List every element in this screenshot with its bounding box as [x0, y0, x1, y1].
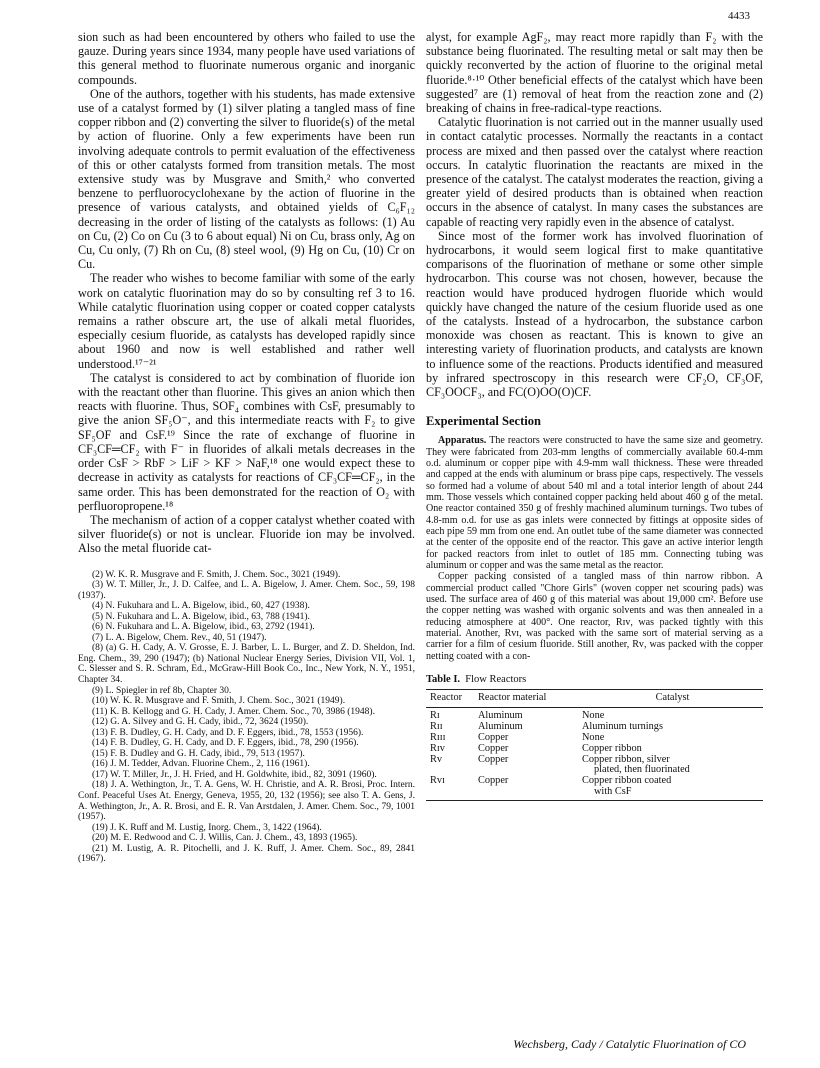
paragraph: One of the authors, together with his students, has made extensive use of a catalyst formed by (1) silver plating a tangled mass of fine copper ribbon and (2) converting the silver to fluoride(s) of the metal by action of fluorine. Only a few experiments have been run involving adequate controls to permit evaluation of the effectiveness of this or other catalysts formed from transition metals. The most extensive study was by Musgrave and Smith,² who converted benzene to perfluorocyclohexane by the action of fluorine in the presence of various catalysts, and obtained yields of C₆F₁₂ decreasing in the order of listing of the catalysts as follows: (1) Au on Cu, (2) Co on Cu (3 to 6 about equal) Ni on Cu, brass only, Ag on Cu, Cu only, (7) Rh on Cu, (8) steel wool, (9) Hg on Cu, (10) Cr on Cu. — [78, 86, 415, 272]
table-header-row — [426, 690, 763, 708]
catalyst-line: with CsF — [594, 786, 632, 798]
right-body-text — [426, 30, 763, 399]
reference-item: (13) F. B. Dudley, G. H. Cady, and D. F. Eggers, ibid., 78, 1553 (1956). — [92, 727, 364, 738]
apparatus-label: Apparatus. — [438, 435, 487, 447]
table-cell: None — [582, 732, 605, 744]
table-cell: Copper — [478, 753, 509, 765]
table-cell — [582, 755, 763, 777]
paragraph: Since most of the former work has involved fluorination of hydrocarbons, it would seem logical first to make quantitative comparisons of the fluorination of methane or some other simple hydrocarbon. This course was not chosen, however, because the reaction would have produced hydrogen fluoride which would quickly have changed the nature of the cesium fluoride used as one of the catalysts. Instead of a hydrocarbon, the substance carbon monoxide was chosen as reactant. This is known to give an interesting variety of fluorination products, and catalysts are known to influence some of the reactions. Products identified and measured by infrared spectroscopy in this research were CF₂O, CF₃OF, CF₃OOCF₃, and FC(O)OO(O)CF. — [426, 228, 763, 400]
table-cell: Aluminum turnings — [582, 721, 663, 733]
table-cell: Rᴠɪ — [426, 776, 478, 800]
column-header: Reactor material — [478, 690, 582, 708]
running-footer: Wechsberg, Cady / Catalytic Fluorination of CO — [513, 1037, 746, 1051]
table-cell: Rᴠ — [430, 753, 443, 765]
paragraph: alyst, for example AgF₂, may react more rapidly than F₂ with the substance being fluorinated. The resulting metal or salt may then be quickly reconverted by the action of fluorine to the original metal fluoride.⁸·¹⁰ Other beneficial effects of the catalyst which have been suggested⁷ are (1) removal of heat from the reaction zone and (2) breaking of chains in free-radical-type reactions. — [426, 30, 763, 116]
reference-item: (17) W. T. Miller, Jr., J. H. Fried, and H. Goldwhite, ibid., 82, 3091 (1960). — [92, 769, 377, 780]
right-column — [426, 30, 763, 801]
table-caption — [426, 674, 763, 685]
reference-item: (16) J. M. Tedder, Advan. Fluorine Chem., 2, 116 (1961). — [92, 759, 310, 770]
column-header: Catalyst — [582, 690, 763, 708]
table-cell: Copper — [478, 776, 582, 800]
column-header: Reactor — [426, 690, 478, 708]
reference-item: (5) N. Fukuhara and L. A. Bigelow, ibid., 63, 788 (1941). — [92, 611, 310, 622]
reference-item: (11) K. B. Kellogg and G. H. Cady, J. Amer. Chem. Soc., 70, 3986 (1948). — [92, 706, 375, 717]
table-cell: Rɪɪɪ — [430, 732, 446, 744]
references-list — [78, 570, 415, 865]
left-body-text — [78, 30, 415, 556]
catalyst-line: Copper ribbon coated — [582, 775, 672, 787]
reference-item: (19) J. K. Ruff and M. Lustig, Inorg. Chem., 3, 1422 (1964). — [92, 822, 322, 833]
section-title: Experimental Section — [426, 414, 541, 429]
paragraph: sion such as had been encountered by others who failed to use the gauze. During years since 1934, many people have used variations of this general method to fluorinate numerous organic and inorganic compounds. — [78, 30, 415, 87]
table-cell: Rɪ — [430, 710, 440, 722]
table-row — [426, 776, 763, 800]
catalyst-line: plated, then fluorinated — [594, 764, 690, 776]
table-cell: None — [582, 710, 605, 722]
reference-item: (6) N. Fukuhara and L. A. Bigelow, ibid., 63, 2792 (1941). — [92, 622, 315, 633]
table-title: Flow Reactors — [465, 674, 527, 686]
reference-item: (12) G. A. Silvey and G. H. Cady, ibid., 72, 3624 (1950). — [92, 717, 309, 728]
reference-item: (2) W. K. R. Musgrave and F. Smith, J. Chem. Soc., 3021 (1949). — [92, 569, 341, 580]
apparatus-paragraph — [426, 435, 763, 571]
paragraph: The catalyst is considered to act by combination of fluoride ion with the reactant other than fluorine. This gives an anion which then reacts with fluorine. Thus, SOF₄ combines with CsF, presumably to give the anion SF₅O⁻, and this intermediate reacts with F₂ to give SF₅OF and CsF.¹⁹ Since the rate of exchange of fluorine in CF₃CF═CF₂ with F⁻ in fluorides of alkali metals decreases in the order CsF > RbF > LiF > KF > NaF,¹⁸ one would expect these to decrease in activity as catalysts for reactions of CF₃CF═CF₂, in the same order. This has been demonstrated for the reaction of O₂ with perfluoropropene.¹⁸ — [78, 370, 415, 513]
flow-reactors-table — [426, 689, 763, 801]
experimental-text — [426, 435, 763, 662]
table-cell: Copper ribbon — [582, 742, 642, 754]
paragraph: Catalytic fluorination is not carried out in the manner usually used in contact catalytic processes. Normally the reactants in a contact process are mixed and then passed over the catalyst where reaction occurs. In catalytic fluorination the reactants are mixed in the presence of the catalyst. The catalyst moderates the reaction, giving a greater yield of desired products than is obtained when reaction occurs in the absence of catalyst. In many cases the substances are capable of reacting very rapidly even in the absence of catalyst. — [426, 115, 763, 229]
table-label: Table I. — [426, 674, 461, 686]
table-cell: Aluminum — [478, 710, 523, 722]
reference-item: (4) N. Fukuhara and L. A. Bigelow, ibid., 60, 427 (1938). — [92, 601, 310, 612]
reference-item: (9) L. Spiegler in ref 8b, Chapter 30. — [92, 685, 232, 696]
reference-item: (10) W. K. R. Musgrave and F. Smith, J. Chem. Soc., 3021 (1949). — [92, 696, 346, 707]
table-cell: Rɪɪ — [430, 721, 443, 733]
reference-item: (3) W. T. Miller, Jr., J. D. Calfee, and L. A. Bigelow, J. Amer. Chem. Soc., 59, 198 (1937). — [78, 580, 415, 601]
reference-item: (15) F. B. Dudley and G. H. Cady, ibid., 79, 513 (1957). — [92, 748, 305, 759]
copper-paragraph: Copper packing consisted of a tangled mass of thin narrow ribbon. A commercial product called "Chore Girls" (woven copper net scouring pads) was used. The surface area of 460 g of this material was about 19,000 cm². Before use the copper netting was washed with organic solvents and was then annealed in a reducing atmosphere at 400°. One reactor, Rɪᴠ, was packed tightly with this material. Another, Rᴠɪ, was packed with the same sort of material serving as a carrier for a film of cesium fluoride. Still another, Rᴠ, was packed with the copper netting coated with a con- — [426, 571, 763, 662]
paragraph: The reader who wishes to become familiar with some of the early work on catalytic fluorination may do so by consulting ref 3 to 16. While catalytic fluorination using copper or coated copper catalysts remains a rather obscure art, the use of alkali metal fluorides, especially cesium fluoride, as catalysts has developed rapidly since about 1960 and now is well established and rather well understood.¹⁷⁻²¹ — [78, 271, 415, 371]
reference-item: (8) (a) G. H. Cady, A. V. Grosse, E. J. Barber, L. L. Burger, and Z. D. Sheldon, Ind. Eng. Chem., 39, 290 (1947); (b) National Nuclear Energy Series, Division VII, Vol. 1, C. Slesser and S. R. Schram, Ed., McGraw-Hill Book Co., Inc., New York, N. Y., 1951, Chapter 34. — [78, 643, 415, 685]
reference-item: (7) L. A. Bigelow, Chem. Rev., 40, 51 (1947). — [92, 632, 267, 643]
table-row — [426, 755, 763, 777]
apparatus-text: The reactors were constructed to have the same size and geometry. They were fabricated from 203-mm lengths of commercially available 60.4-mm o.d. aluminum or copper pipe with 4.9-mm wall thickness. These were threaded and capped at the ends with aluminum or brass pipe caps, respectively. The vessels so formed had a volume of about 540 ml and a total interior length of about 244 mm. Those vessels which contained copper packing held about 460 g of the metal. One reactor contained 350 g of freshly machined aluminum turnings. Two tubes of 4.8-mm o.d. for use as gas inlets were connected by fittings at opposite sides of each pipe 59 mm from one end. An outlet tube of the same diameter was connected at the center of the opposite end of the reactor. This gave an active interior length for packed reactors from inlet to outlet of 185 mm. Connecting tubing was aluminum or copper and was the same metal as the reactor. — [426, 435, 763, 572]
paragraph: The mechanism of action of a copper catalyst whether coated with silver fluoride(s) or not is unclear. Fluoride ion may be involved. Also the metal fluoride cat- — [78, 512, 415, 556]
reference-item: (14) F. B. Dudley, G. H. Cady, and D. F. Eggers, ibid., 78, 290 (1956). — [92, 738, 359, 749]
page-number: 4433 — [728, 10, 750, 22]
table-cell: Copper — [478, 732, 509, 744]
table-cell: Aluminum — [478, 721, 523, 733]
catalyst-line: Copper ribbon, silver — [582, 753, 670, 765]
table-cell: Rɪᴠ — [430, 742, 445, 754]
table-cell: Copper — [478, 742, 509, 754]
reference-item: (21) M. Lustig, A. R. Pitochelli, and J. K. Ruff, J. Amer. Chem. Soc., 89, 2841 (1967). — [78, 843, 415, 865]
table-cell — [582, 776, 763, 800]
reference-item: (20) M. E. Redwood and C. J. Willis, Can. J. Chem., 43, 1893 (1965). — [92, 833, 358, 844]
left-column — [78, 30, 415, 865]
reference-item: (18) J. A. Wethington, Jr., T. A. Gens, W. H. Christie, and A. R. Brosi, Proc. Intern. Conf. Peaceful Uses At. Energy, Geneva, 1955, 20, 132 (1956); see also T. A. Gens, J. A. Wethington, Jr., A. R. Brosi, and E. R. Van Arstdalen, J. Amer. Chem. Soc., 79, 1001 (1957). — [78, 780, 415, 823]
